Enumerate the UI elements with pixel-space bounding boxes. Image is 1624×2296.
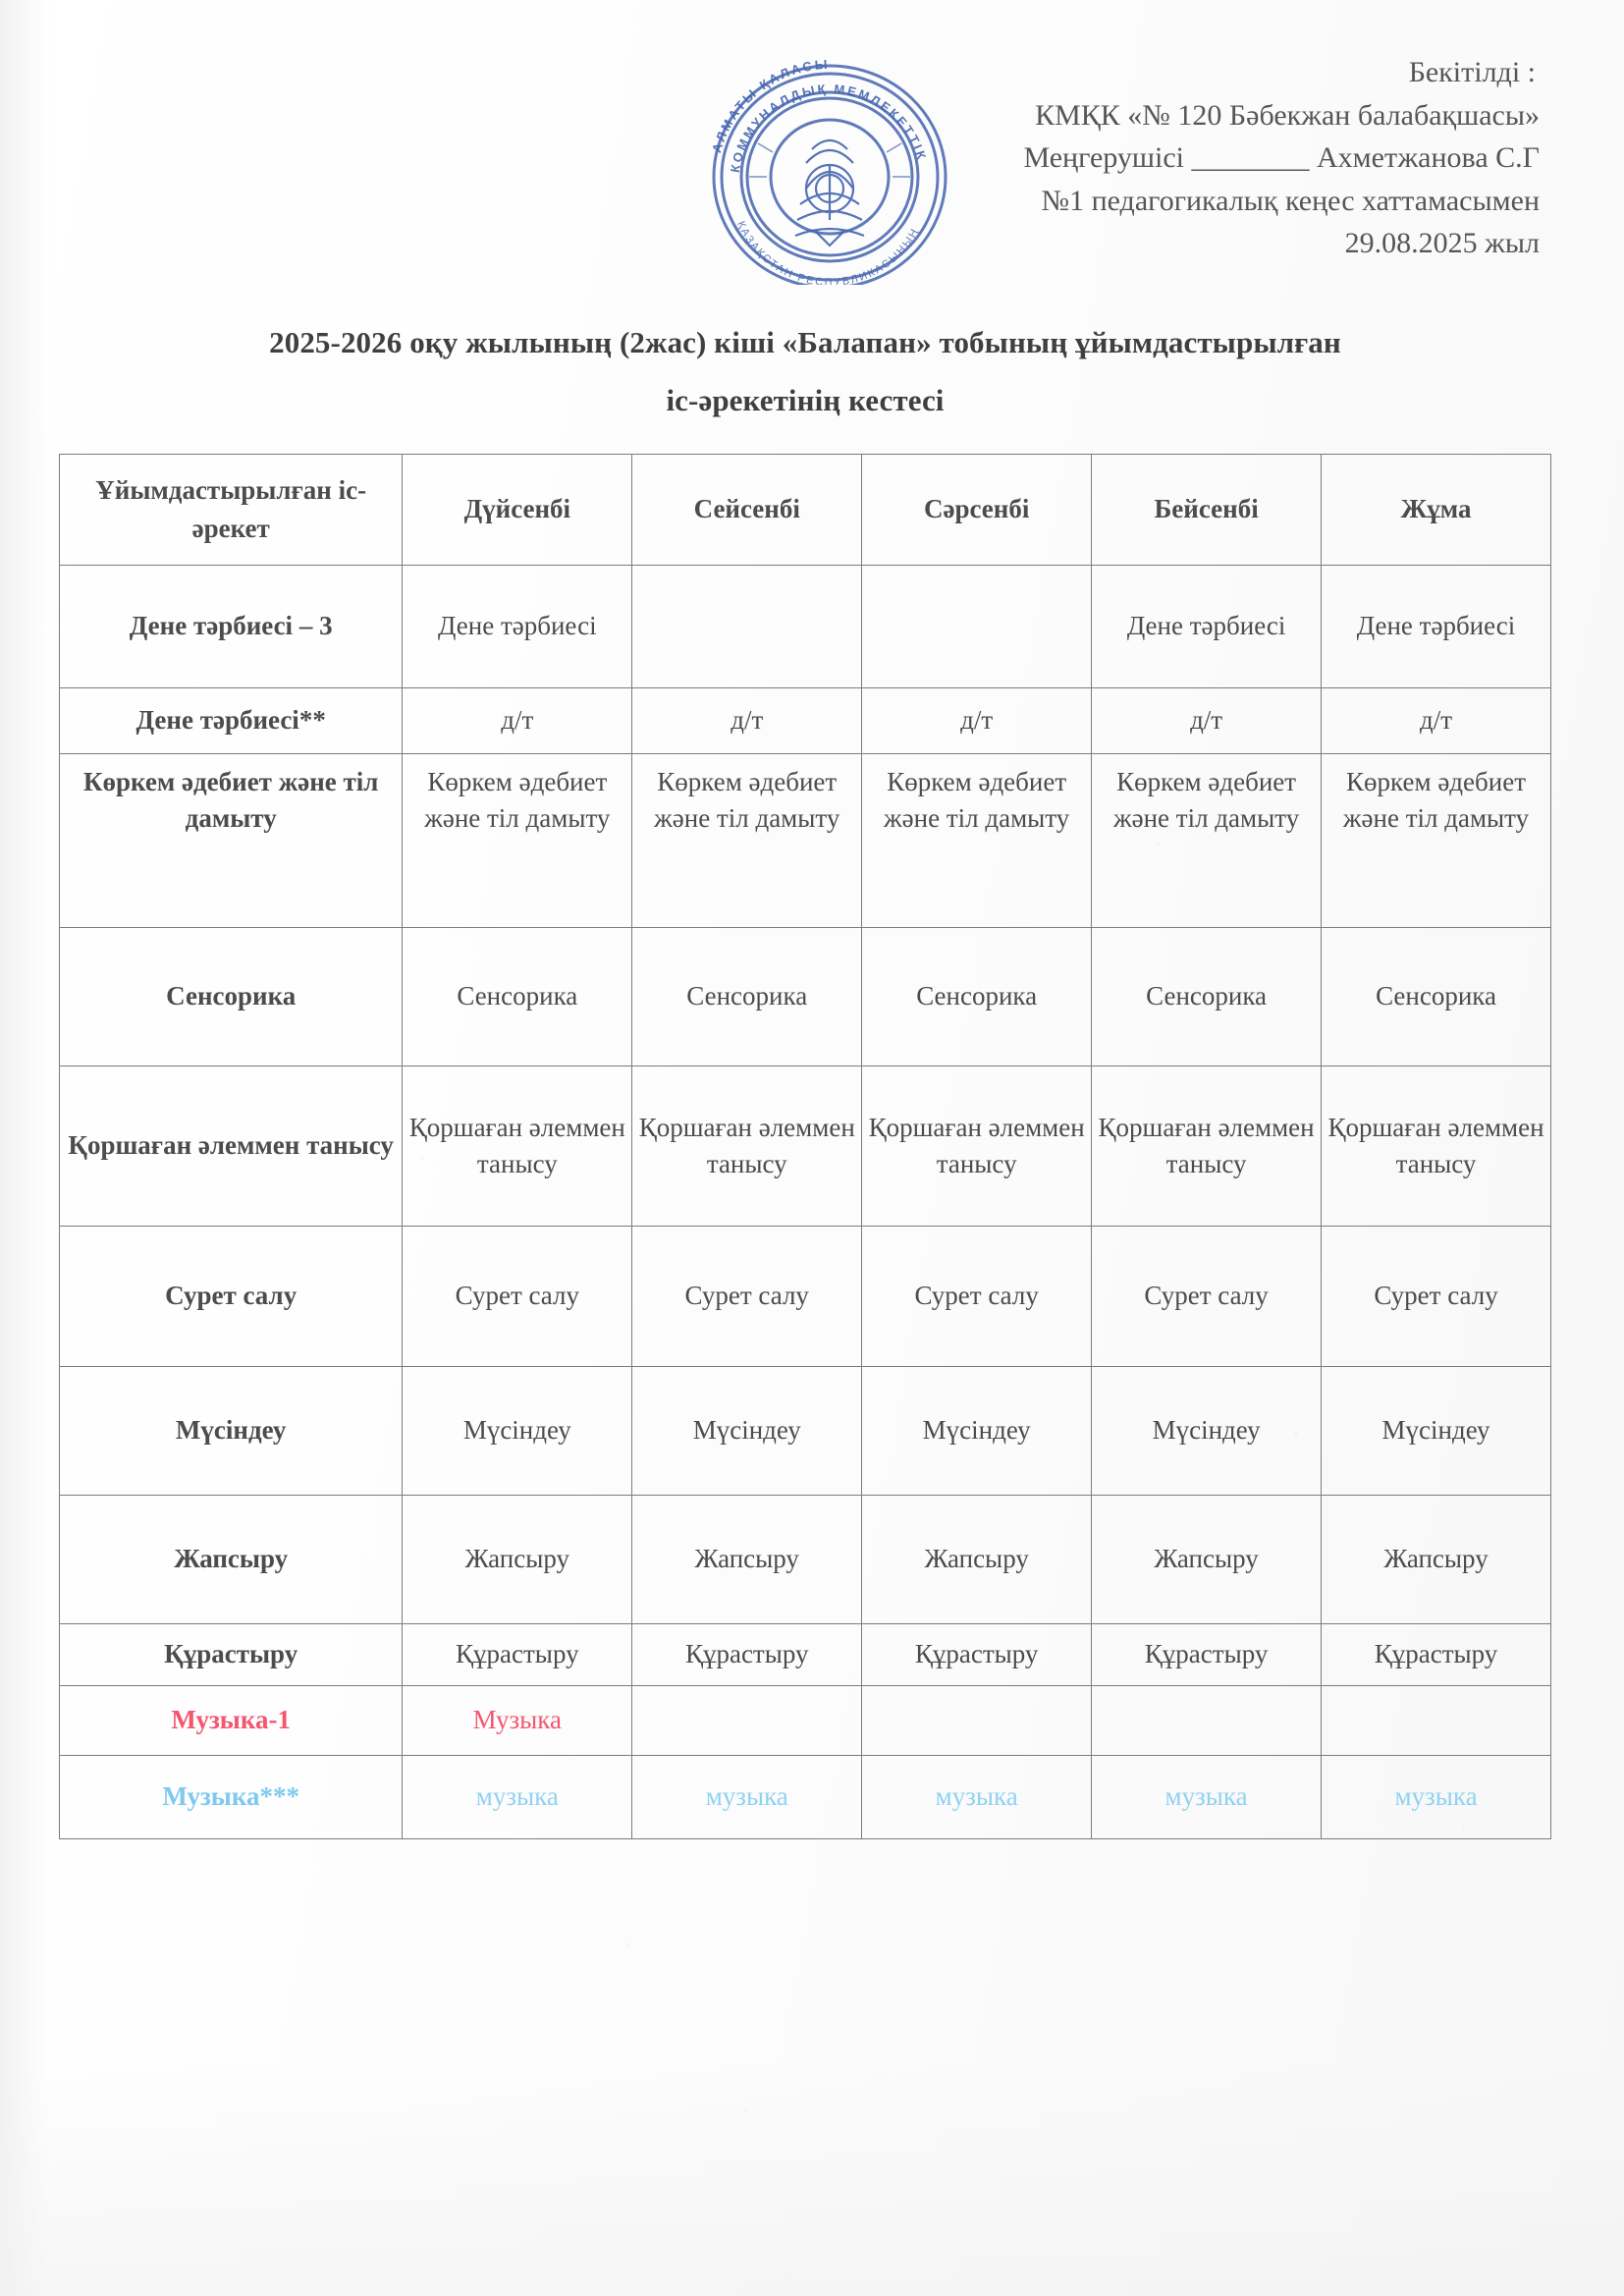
cell-fri bbox=[1322, 1686, 1551, 1756]
row-label-literature-language: Көркем әдебиет және тіл дамыту bbox=[60, 754, 403, 928]
cell-thu: Көркем әдебиет және тіл дамыту bbox=[1092, 754, 1322, 928]
row-label-music-1: Музыка-1 bbox=[60, 1686, 403, 1756]
approval-line-1: Бекітілді : bbox=[1408, 56, 1536, 88]
row-label-sensorics: Сенсорика bbox=[60, 928, 403, 1066]
cell-wed: Қоршаған әлеммен танысу bbox=[862, 1066, 1092, 1227]
page-title-line-2: іс-әрекетінің кестесі bbox=[666, 382, 945, 417]
cell-wed bbox=[862, 1686, 1092, 1756]
cell-fri: Қоршаған әлеммен танысу bbox=[1322, 1066, 1551, 1227]
row-label-applique: Жапсыру bbox=[60, 1496, 403, 1624]
cell-fri: Сенсорика bbox=[1322, 928, 1551, 1066]
cell-mon: Дене тәрбиесі bbox=[403, 566, 632, 688]
table-row bbox=[60, 1686, 1551, 1756]
table-row bbox=[60, 1367, 1551, 1496]
cell-tue bbox=[632, 566, 862, 688]
cell-tue: Көркем әдебиет және тіл дамыту bbox=[632, 754, 862, 928]
row-label-world-acquaintance: Қоршаған әлеммен танысу bbox=[60, 1066, 403, 1227]
cell-wed: Сурет салу bbox=[862, 1227, 1092, 1367]
table-row bbox=[60, 928, 1551, 1066]
cell-tue: Құрастыру bbox=[632, 1624, 862, 1686]
cell-wed: д/т bbox=[862, 688, 1092, 754]
cell-wed: Сенсорика bbox=[862, 928, 1092, 1066]
cell-tue bbox=[632, 1686, 862, 1756]
cell-wed bbox=[862, 566, 1092, 688]
cell-fri: Жапсыру bbox=[1322, 1496, 1551, 1624]
row-label-construction: Құрастыру bbox=[60, 1624, 403, 1686]
cell-tue: Сенсорика bbox=[632, 928, 862, 1066]
row-label-physical-education: Дене тәрбиесі – 3 bbox=[60, 566, 403, 688]
approval-block bbox=[734, 51, 1540, 265]
column-header-tuesday: Сейсенбі bbox=[632, 455, 862, 566]
cell-fri: Құрастыру bbox=[1322, 1624, 1551, 1686]
approval-line-3: Меңгерушісі ________ Ахметжанова С.Г bbox=[1023, 141, 1540, 174]
cell-wed: музыка bbox=[862, 1756, 1092, 1839]
cell-mon: Көркем әдебиет және тіл дамыту bbox=[403, 754, 632, 928]
cell-wed: Жапсыру bbox=[862, 1496, 1092, 1624]
table-row bbox=[60, 1756, 1551, 1839]
cell-thu: Қоршаған әлеммен танысу bbox=[1092, 1066, 1322, 1227]
cell-wed: Құрастыру bbox=[862, 1624, 1092, 1686]
column-header-activity: Ұйымдастырылған іс-әрекет bbox=[60, 455, 403, 566]
approval-line-2: КМҚК «№ 120 Бәбекжан балабақшасы» bbox=[1035, 98, 1540, 132]
cell-tue: Жапсыру bbox=[632, 1496, 862, 1624]
svg-text:КОММУНАЛДЫҚ МЕМЛЕКЕТТІК: КОММУНАЛДЫҚ МЕМЛЕКЕТТІК bbox=[727, 81, 930, 174]
cell-mon: музыка bbox=[403, 1756, 632, 1839]
table-row bbox=[60, 1496, 1551, 1624]
cell-thu: Дене тәрбиесі bbox=[1092, 566, 1322, 688]
approval-line-4: №1 педагогикалық кеңес хаттамасымен bbox=[1041, 184, 1540, 217]
table-row bbox=[60, 688, 1551, 754]
svg-text:АЛМАТЫ ҚАЛАСЫ: АЛМАТЫ ҚАЛАСЫ bbox=[709, 56, 831, 155]
cell-wed: Мүсіндеу bbox=[862, 1367, 1092, 1496]
cell-wed: Көркем әдебиет және тіл дамыту bbox=[862, 754, 1092, 928]
cell-mon: Сурет салу bbox=[403, 1227, 632, 1367]
column-header-wednesday: Сәрсенбі bbox=[862, 455, 1092, 566]
cell-mon: Құрастыру bbox=[403, 1624, 632, 1686]
column-header-monday: Дүйсенбі bbox=[403, 455, 632, 566]
cell-fri: д/т bbox=[1322, 688, 1551, 754]
table-row bbox=[60, 754, 1551, 928]
schedule-table-container bbox=[59, 454, 1551, 1839]
table-row bbox=[60, 1066, 1551, 1227]
cell-fri: Мүсіндеу bbox=[1322, 1367, 1551, 1496]
approval-line-5: 29.08.2025 жыл bbox=[1344, 227, 1540, 259]
row-label-physical-education-2: Дене тәрбиесі** bbox=[60, 688, 403, 754]
cell-fri: Көркем әдебиет және тіл дамыту bbox=[1322, 754, 1551, 928]
table-header-row bbox=[60, 455, 1551, 566]
column-header-thursday: Бейсенбі bbox=[1092, 455, 1322, 566]
cell-mon: Жапсыру bbox=[403, 1496, 632, 1624]
cell-thu bbox=[1092, 1686, 1322, 1756]
cell-tue: д/т bbox=[632, 688, 862, 754]
page-bottom-shadow bbox=[0, 2060, 1624, 2296]
cell-fri: Сурет салу bbox=[1322, 1227, 1551, 1367]
cell-thu: музыка bbox=[1092, 1756, 1322, 1839]
cell-tue: Мүсіндеу bbox=[632, 1367, 862, 1496]
cell-tue: Сурет салу bbox=[632, 1227, 862, 1367]
page-title bbox=[59, 314, 1551, 430]
cell-tue: Қоршаған әлеммен танысу bbox=[632, 1066, 862, 1227]
schedule-table bbox=[59, 454, 1551, 1839]
cell-tue: музыка bbox=[632, 1756, 862, 1839]
page-title-line-1: 2025-2026 оқу жылының (2жас) кіші «Балапан» тобының ұйымдастырылған bbox=[269, 325, 1341, 359]
page-edge-shadow bbox=[0, 0, 51, 2296]
cell-mon: д/т bbox=[403, 688, 632, 754]
table-row bbox=[60, 1227, 1551, 1367]
cell-mon: Сенсорика bbox=[403, 928, 632, 1066]
row-label-music-3: Музыка*** bbox=[60, 1756, 403, 1839]
cell-thu: Мүсіндеу bbox=[1092, 1367, 1322, 1496]
cell-mon: Музыка bbox=[403, 1686, 632, 1756]
cell-fri: Дене тәрбиесі bbox=[1322, 566, 1551, 688]
table-row bbox=[60, 566, 1551, 688]
cell-thu: Құрастыру bbox=[1092, 1624, 1322, 1686]
svg-text:ҚАЗАҚСТАН РЕСПУБЛИКАСЫНЫҢ: ҚАЗАҚСТАН РЕСПУБЛИКАСЫНЫҢ bbox=[734, 219, 922, 285]
row-label-drawing: Сурет салу bbox=[60, 1227, 403, 1367]
cell-thu: Сурет салу bbox=[1092, 1227, 1322, 1367]
cell-thu: Сенсорика bbox=[1092, 928, 1322, 1066]
cell-thu: д/т bbox=[1092, 688, 1322, 754]
cell-mon: Қоршаған әлеммен танысу bbox=[403, 1066, 632, 1227]
row-label-sculpting: Мүсіндеу bbox=[60, 1367, 403, 1496]
cell-thu: Жапсыру bbox=[1092, 1496, 1322, 1624]
cell-mon: Мүсіндеу bbox=[403, 1367, 632, 1496]
cell-fri: музыка bbox=[1322, 1756, 1551, 1839]
table-row bbox=[60, 1624, 1551, 1686]
column-header-friday: Жұма bbox=[1322, 455, 1551, 566]
